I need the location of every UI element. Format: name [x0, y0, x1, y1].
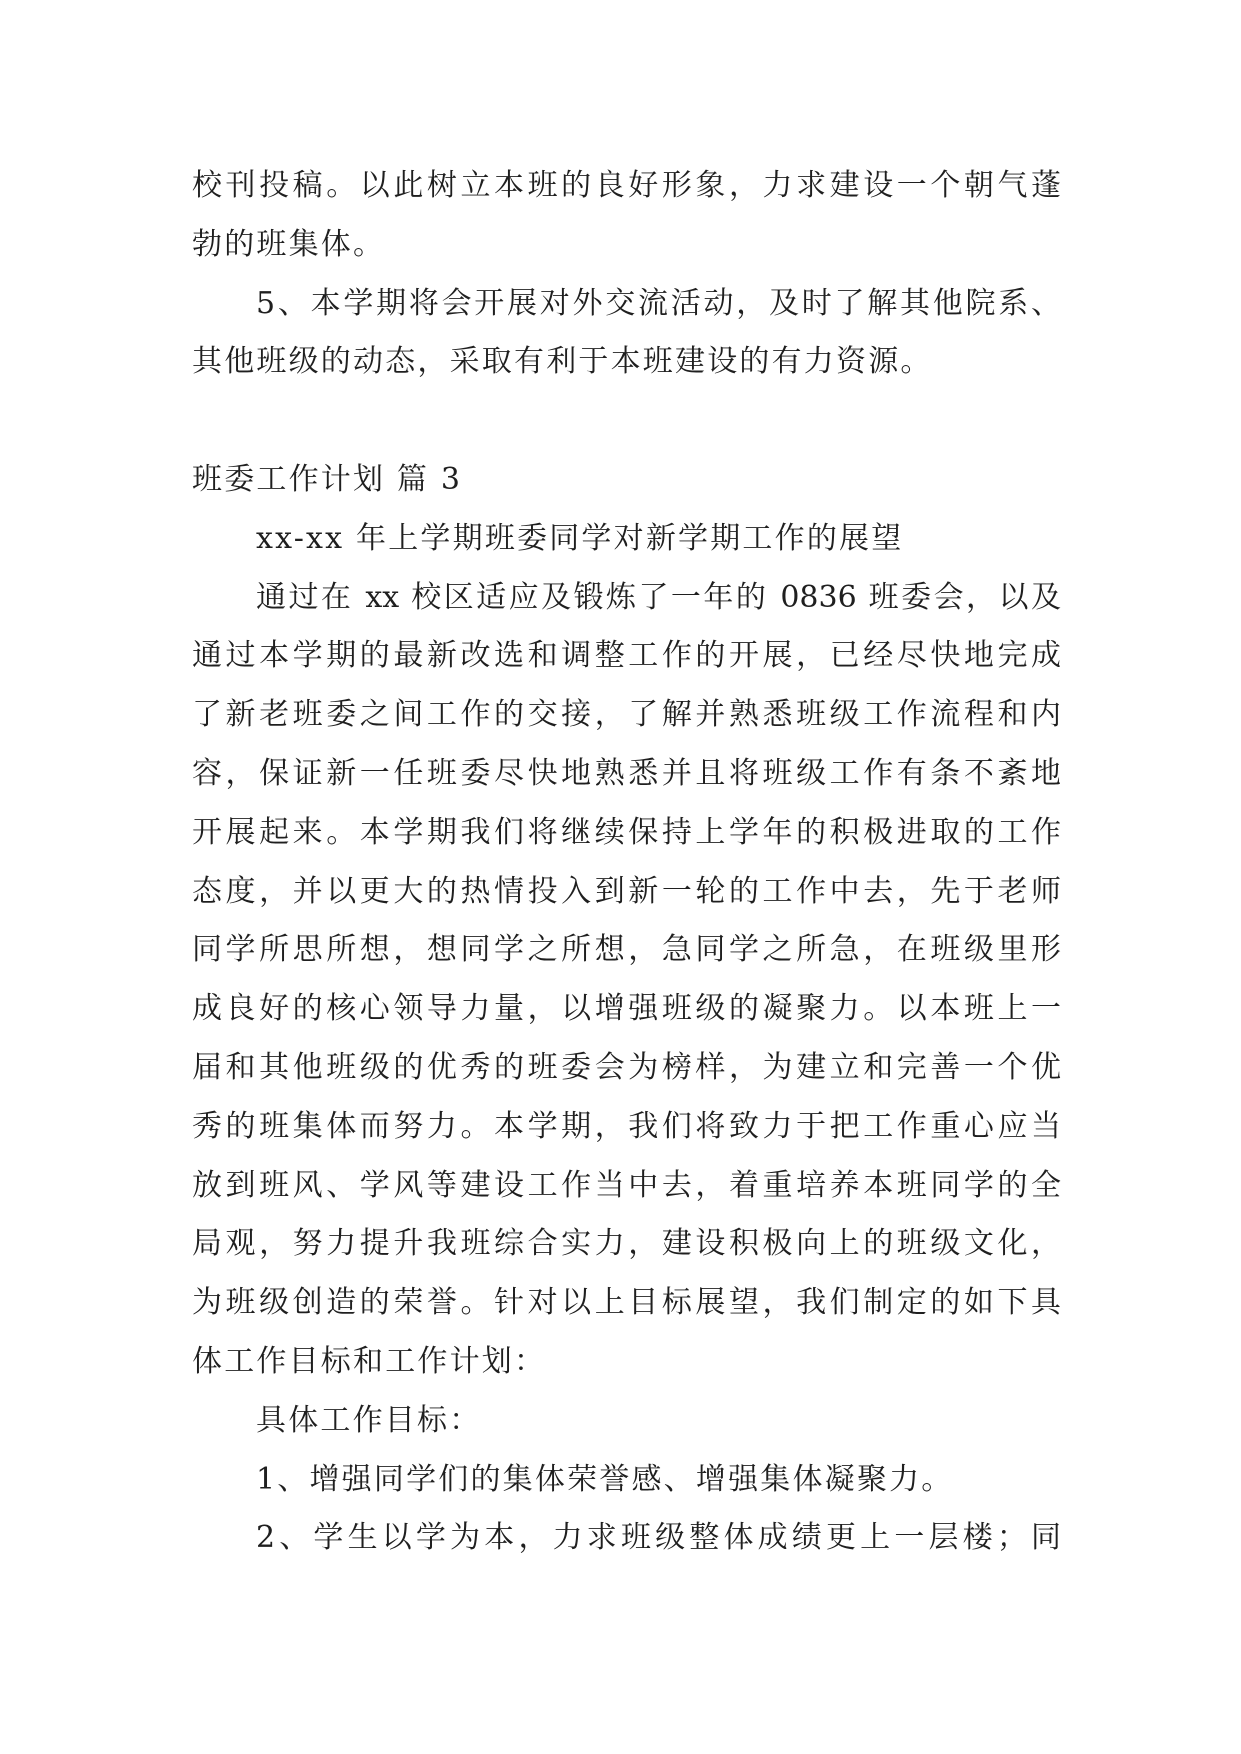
text-line: 了新老班委之间工作的交接，了解并熟悉班级工作流程和内	[192, 697, 1061, 733]
paragraph-spacer	[192, 392, 1061, 451]
goal-item: 2、学生以学为本，力求班级整体成绩更上一层楼；同	[256, 1520, 1061, 1556]
text-line: 成良好的核心领导力量，以增强班级的凝聚力。以本班上一	[192, 991, 1061, 1027]
text-line: 其他班级的动态，采取有利于本班建设的有力资源。	[192, 344, 933, 380]
text-line: 放到班风、学风等建设工作当中去，着重培养本班同学的全	[192, 1167, 1061, 1203]
text-line: 校刊投稿。以此树立本班的良好形象，力求建设一个朝气蓬	[192, 168, 1061, 203]
text-line: 5、本学期将会开展对外交流活动，及时了解其他院系、	[256, 285, 1061, 321]
text-line: 同学所思所想，想同学之所想，急同学之所急，在班级里形	[192, 932, 1061, 968]
section-heading: 班委工作计划 篇 3	[192, 461, 463, 497]
text-line: 体工作目标和工作计划：	[192, 1343, 547, 1379]
text-line: 态度，并以更大的热情投入到新一轮的工作中去，先于老师	[192, 873, 1061, 909]
intro-paragraph	[192, 157, 1061, 275]
goal-item: 1、增强同学们的集体荣誉感、增强集体凝聚力。	[256, 1461, 954, 1497]
text-line: 容，保证新一任班委尽快地熟悉并且将班级工作有条不紊地	[192, 755, 1061, 791]
item-5-paragraph	[192, 275, 1061, 393]
goal-list	[192, 1451, 1061, 1569]
subtitle: xx-xx 年上学期班委同学对新学期工作的展望	[256, 520, 904, 556]
text-line: 局观，努力提升我班综合实力，建设积极向上的班级文化，	[192, 1226, 1061, 1262]
body-paragraph	[192, 569, 1061, 1392]
goals-label: 具体工作目标：	[256, 1402, 482, 1438]
text-line: 秀的班集体而努力。本学期，我们将致力于把工作重心应当	[192, 1108, 1061, 1144]
text-line: 开展起来。本学期我们将继续保持上学年的积极进取的工作	[192, 814, 1061, 850]
text-line: 通过在 xx 校区适应及锻炼了一年的 0836 班委会，以及	[256, 579, 1061, 615]
text-line: 为班级创造的荣誉。针对以上目标展望，我们制定的如下具	[192, 1285, 1061, 1321]
page-content	[192, 157, 1061, 1568]
text-line: 勃的班集体。	[192, 226, 386, 262]
text-line: 通过本学期的最新改选和调整工作的开展，已经尽快地完成	[192, 638, 1061, 674]
text-line: 届和其他班级的优秀的班委会为榜样，为建立和完善一个优	[192, 1049, 1061, 1085]
